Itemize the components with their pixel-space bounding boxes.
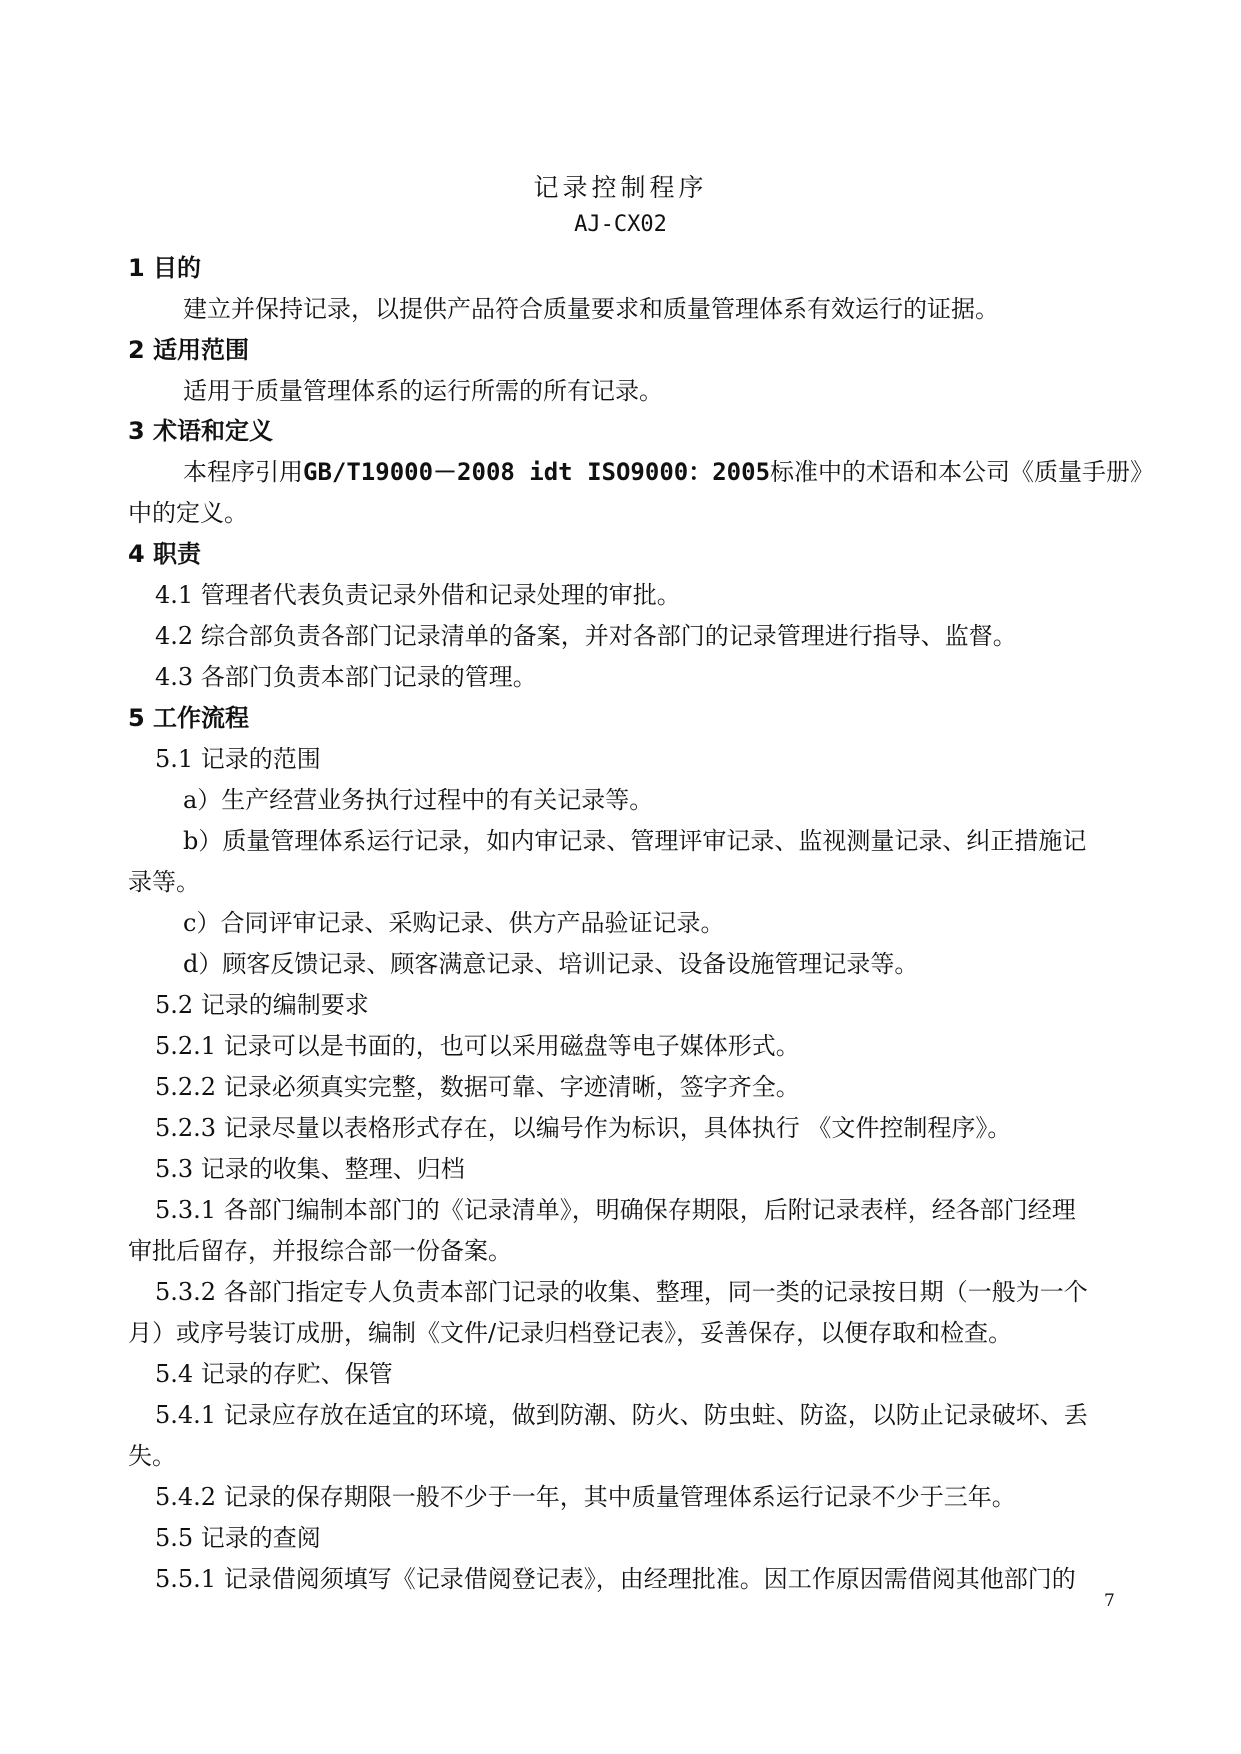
list-item: 5.4.1 记录应存放在适宜的环境，做到防潮、防火、防虫蛀、防盗，以防止记录破坏、丢 [155, 1401, 1088, 1429]
section-heading: 3 术语和定义 [128, 417, 274, 445]
page-number: 7 [1104, 1591, 1115, 1611]
list-item: 5.3.1 各部门编制本部门的《记录清单》，明确保存期限，后附记录表样，经各部门经理 [155, 1196, 1076, 1224]
list-item: 5.2 记录的编制要求 [155, 991, 369, 1019]
section-heading: 5 工作流程 [128, 704, 250, 732]
list-item: 4.2 综合部负责各部门记录清单的备案，并对各部门的记录管理进行指导、监督。 [155, 622, 1017, 650]
list-item: 5.1 记录的范围 [155, 745, 321, 773]
list-item: 5.3 记录的收集、整理、归档 [155, 1155, 465, 1183]
list-item: 录等。 [128, 868, 200, 896]
list-item: 失。 [128, 1442, 176, 1470]
list-item: 5.4 记录的存贮、保管 [155, 1360, 393, 1388]
paragraph: 适用于质量管理体系的运行所需的所有记录。 [183, 377, 663, 405]
list-item: 4.3 各部门负责本部门记录的管理。 [155, 663, 537, 691]
list-item: 5.5.1 记录借阅须填写《记录借阅登记表》，由经理批准。因工作原因需借阅其他部门的 [155, 1565, 1076, 1593]
list-item: 4.1 管理者代表负责记录外借和记录处理的审批。 [155, 581, 681, 609]
list-item: d）顾客反馈记录、顾客满意记录、培训记录、设备设施管理记录等。 [183, 950, 919, 978]
list-item: 5.2.2 记录必须真实完整，数据可靠、字迹清晰，签字齐全。 [155, 1073, 800, 1101]
list-item: 5.4.2 记录的保存期限一般不少于一年，其中质量管理体系运行记录不少于三年。 [155, 1483, 1016, 1511]
paragraph: 建立并保持记录，以提供产品符合质量要求和质量管理体系有效运行的证据。 [183, 295, 999, 323]
list-item: 月）或序号装订成册，编制《文件/记录归档登记表》，妥善保存，以便存取和检查。 [128, 1319, 1013, 1347]
list-item: 5.5 记录的查阅 [155, 1524, 321, 1552]
list-item: a）生产经营业务执行过程中的有关记录等。 [183, 786, 654, 814]
standard-reference: GB/T19000－2008 idt ISO9000：2005 [303, 458, 771, 486]
list-item: 5.2.3 记录尽量以表格形式存在，以编号作为标识，具体执行 《文件控制程序》。 [155, 1114, 1012, 1142]
document-title: 记录控制程序 [533, 173, 708, 202]
list-item: b）质量管理体系运行记录，如内审记录、管理评审记录、监视测量记录、纠正措施记 [183, 827, 1087, 855]
document-code: AJ-CX02 [574, 212, 667, 237]
paragraph: 中的定义。 [128, 499, 248, 527]
paragraph-text: 标准中的术语和本公司《质量手册》 [770, 458, 1155, 486]
section-heading: 4 职责 [128, 540, 202, 568]
paragraph [183, 456, 1154, 488]
paragraph-text: 本程序引用 [183, 458, 303, 486]
list-item: c）合同评审记录、采购记录、供方产品验证记录。 [183, 909, 725, 937]
list-item: 5.2.1 记录可以是书面的，也可以采用磁盘等电子媒体形式。 [155, 1032, 800, 1060]
section-heading: 2 适用范围 [128, 336, 250, 364]
list-item: 5.3.2 各部门指定专人负责本部门记录的收集、整理，同一类的记录按日期（一般为一个 [155, 1278, 1088, 1306]
section-heading: 1 目的 [128, 254, 202, 282]
list-item: 审批后留存，并报综合部一份备案。 [128, 1237, 512, 1265]
